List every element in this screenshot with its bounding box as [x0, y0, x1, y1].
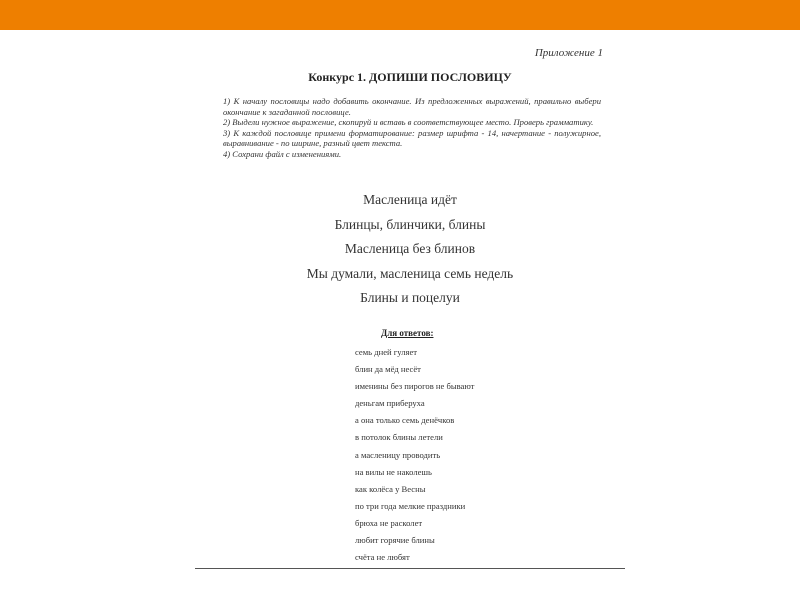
- answer-item: в потолок блины летели: [355, 432, 443, 443]
- proverb-item: Масленица идёт: [363, 192, 457, 207]
- proverb-item: Блинцы, блинчики, блины: [334, 216, 486, 232]
- proverb-item: Блины и поцелуи: [360, 290, 460, 306]
- answer-list: [355, 344, 474, 566]
- answer-item: блин да мёд несёт: [355, 364, 421, 375]
- answer-item: счёта не любят: [355, 552, 410, 563]
- proverb-item: Масленица без блинов: [344, 241, 476, 257]
- answer-item: деньгам приберуха: [355, 398, 425, 409]
- proverb-item: Мы думали, масленица семь недель: [306, 265, 514, 281]
- answer-item: а масленицу проводить: [355, 449, 441, 460]
- appendix-label: Приложение 1: [534, 47, 603, 59]
- answer-item: любит горячие блины: [355, 535, 435, 546]
- document-page: [195, 30, 625, 570]
- instruction-item: 4) Сохрани файл с изменениями.: [223, 148, 342, 159]
- instruction-item: 3) К каждой пословице примени форматирование: размер шрифта - 14, начертание - полужирное, выравнивание - по ширине, разный цвет текста.: [223, 127, 601, 149]
- answer-item: по три года мелкие праздники: [355, 500, 466, 511]
- proverb-list: [195, 188, 625, 311]
- answer-item: семь дней гуляет: [355, 347, 418, 357]
- answer-item: брюха не расколет: [355, 517, 423, 528]
- instruction-item: 2) Выдели нужное выражение, скопируй и вставь в соответствующее место. Проверь грамматику.: [223, 117, 594, 128]
- instruction-item: 1) К началу пословицы надо добавить окончание. Из предложенных выражений, правильно выбери окончание к загаданной пословице.: [223, 96, 601, 117]
- top-accent-bar: [0, 0, 800, 30]
- answers-heading: Для ответов:: [381, 328, 434, 338]
- answer-item: именины без пирогов не бывают: [355, 381, 475, 392]
- answer-item: а она только семь денёчков: [355, 415, 455, 426]
- answer-item: как колёса у Весны: [355, 483, 426, 494]
- instructions-block: [223, 96, 601, 160]
- answer-item: на вилы не наколешь: [355, 466, 432, 477]
- page-bottom-rule: [195, 568, 625, 569]
- contest-title: Конкурс 1. ДОПИШИ ПОСЛОВИЦУ: [308, 70, 512, 84]
